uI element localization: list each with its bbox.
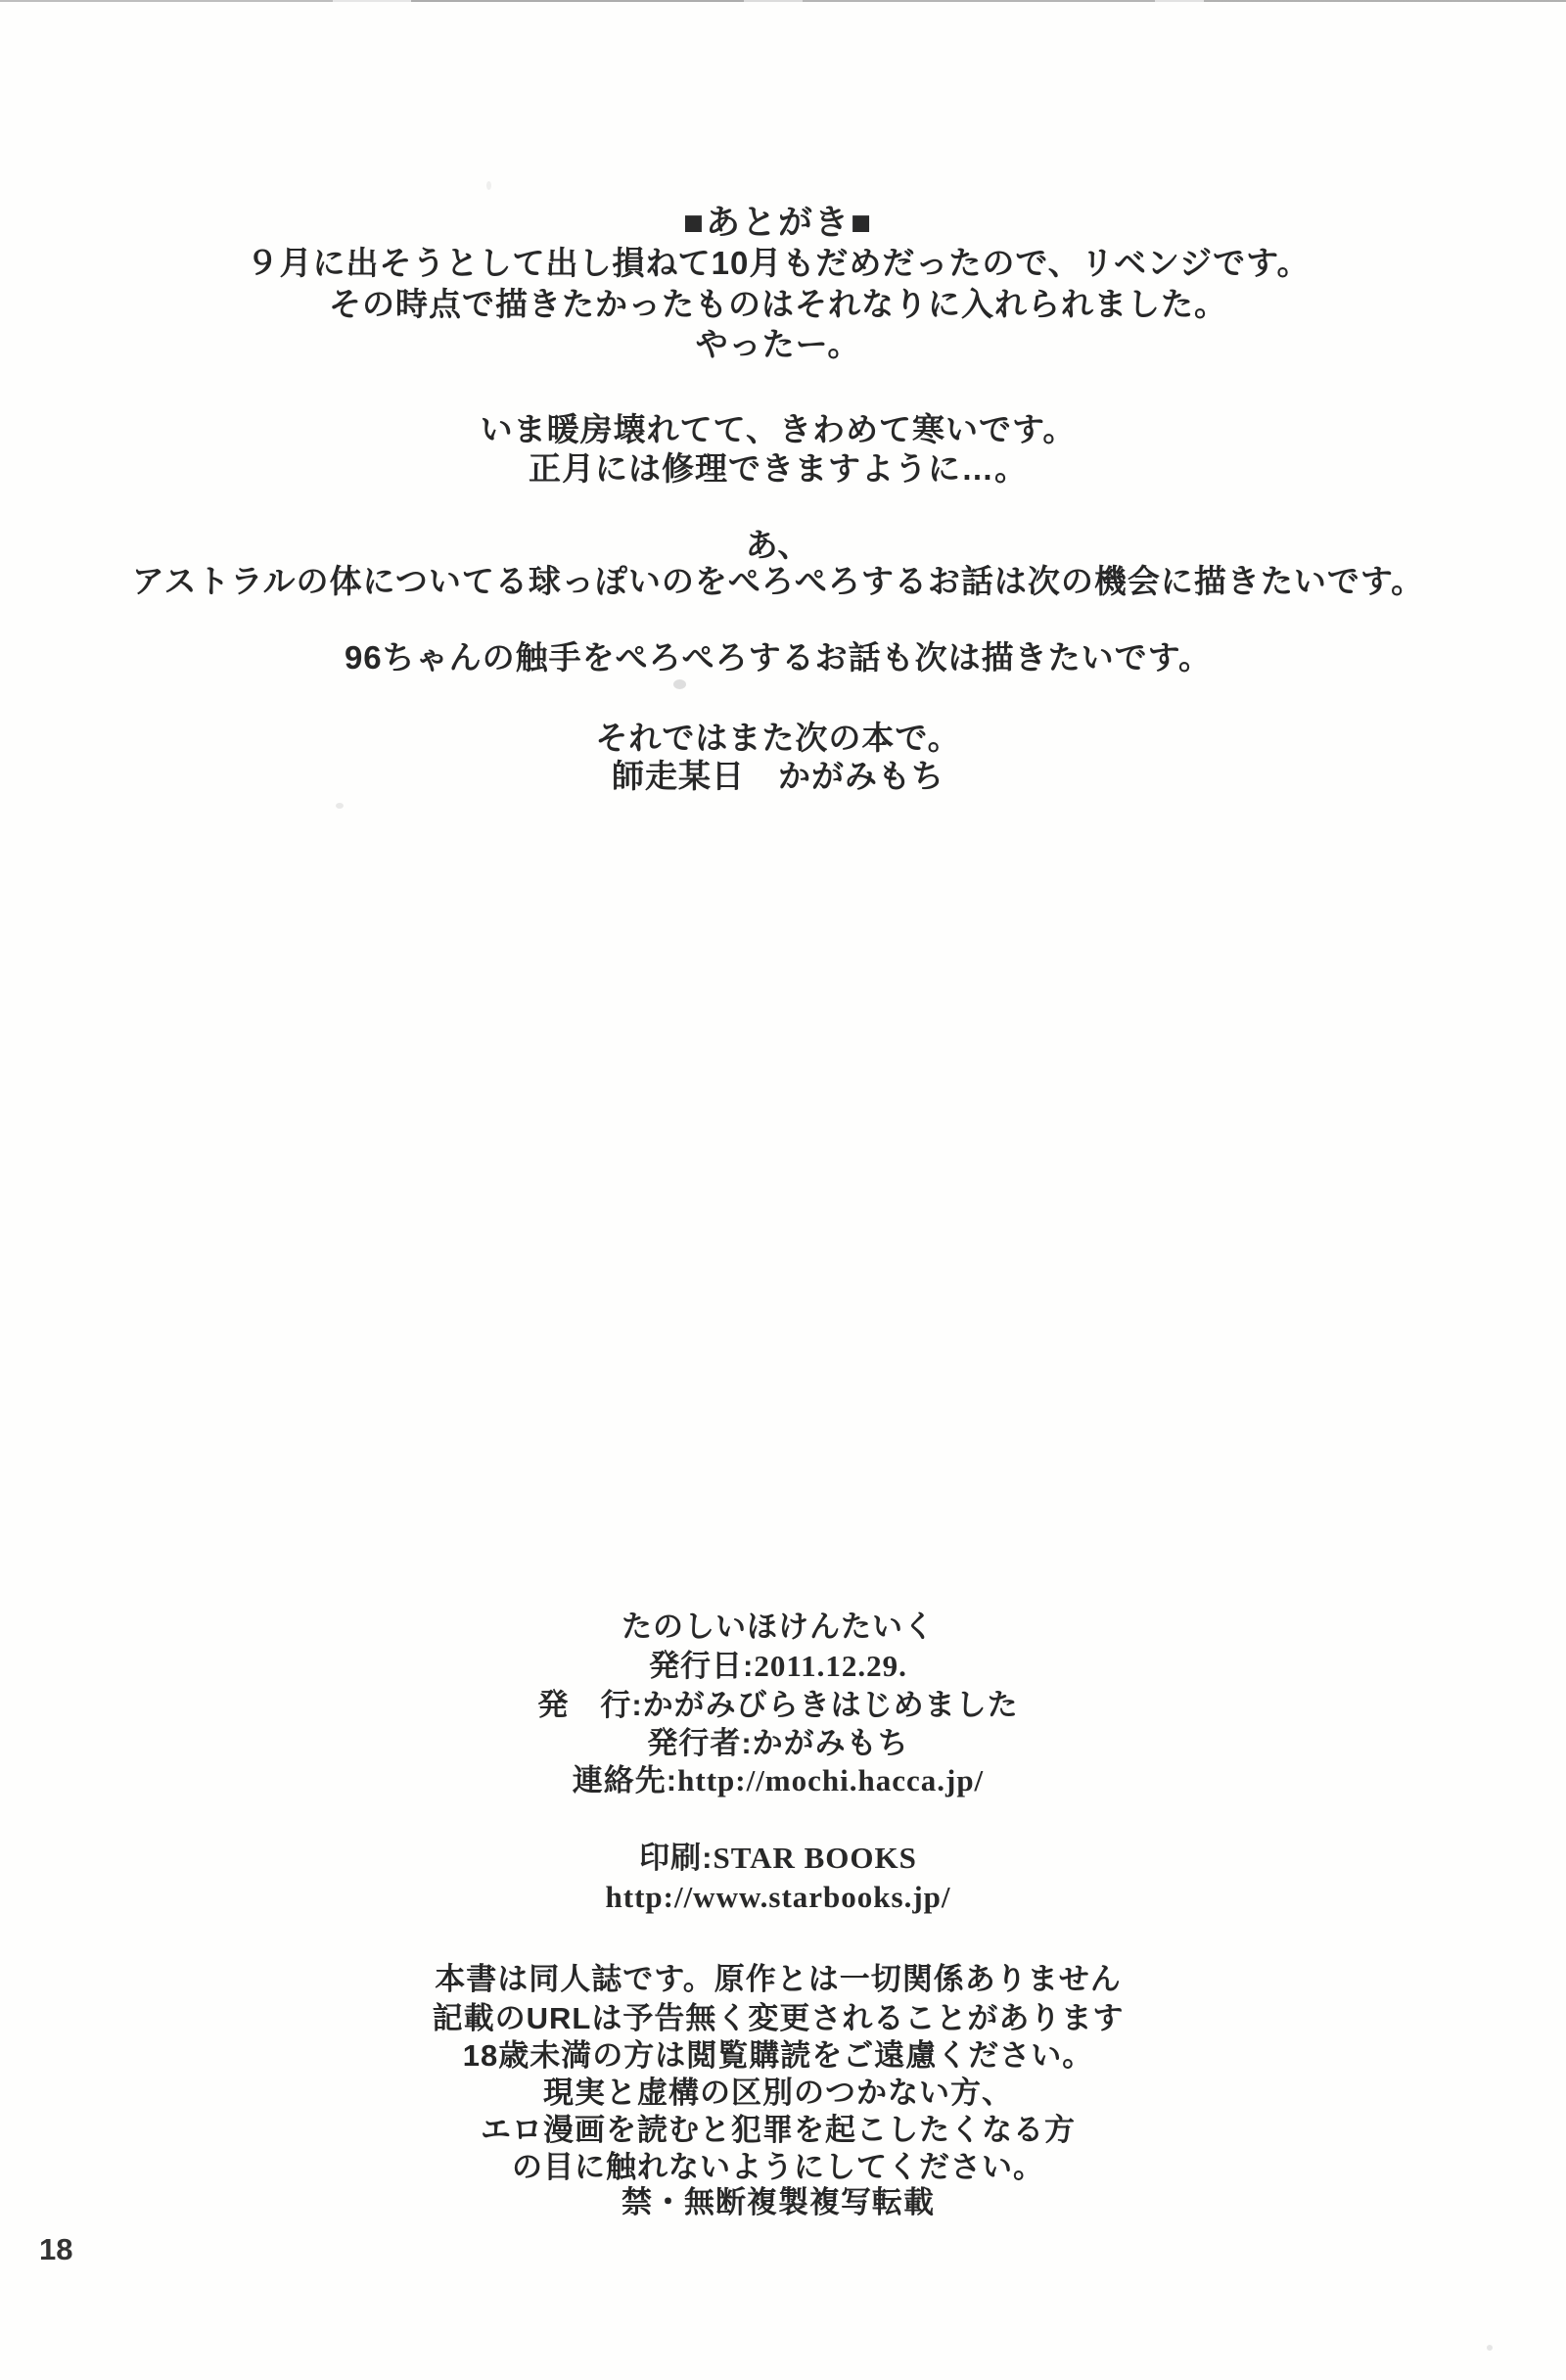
author-line: 発行者:かがみもち [647,1726,909,1760]
book-title: たのしいほけんたいく [622,1610,935,1644]
disclaimer-line: の目に触れないようにしてください。 [512,2150,1044,2184]
scan-speckle [673,679,686,689]
disclaimer-line: 本書は同人誌です。原作とは一切関係ありません [435,1962,1122,1996]
afterword-line: あ、 [745,527,811,563]
afterword-line: やったー。 [695,326,861,362]
afterword-line: その時点で描きたかったものはそれなりに入れられました。 [329,286,1227,322]
contact-label: 連絡先: [572,1763,678,1797]
copyright-notice: 禁・無断複製複写転載 [622,2185,935,2219]
page-number: 18 [39,2232,73,2266]
printer-label: 印刷: [639,1841,714,1875]
publish-date-line [0,1651,1556,1681]
afterword-line: いま暖房壊れてて、きわめて寒いです。 [480,411,1077,447]
afterword-closing-line: それではまた次の本で。 [595,720,961,756]
disclaimer-line: 18歳未満の方は閲覧購読をご遠慮ください。 [462,2038,1094,2073]
disclaimer-line: 記載のURLは予告無く変更されることがあります [432,2001,1125,2035]
printer-url: http://www.starbooks.jp/ [605,1880,951,1914]
scanner-edge-artifact [0,0,1566,2]
afterword-line: 96ちゃんの触手をぺろぺろするお話も次は描きたいです。 [344,639,1213,676]
publish-date-value: 2011.12.29. [754,1649,907,1683]
afterword-line: 正月には修理できますように…。 [529,450,1028,487]
afterword-line: アストラルの体についてる球っぽいのをぺろぺろするお話は次の機会に描きたいです。 [131,563,1425,599]
printer-line [0,1843,1556,1873]
disclaimer-line: エロ漫画を読むと犯罪を起こしたくなる方 [481,2113,1076,2147]
printer-name: STAR BOOKS [713,1841,917,1875]
afterword-signature: 師走某日 かがみもち [612,758,944,794]
afterword-line: ９月に出そうとして出し損ねて10月もだめだったので、リベンジです。 [246,245,1311,281]
publisher-line: 発 行:かがみびらきはじめました [537,1688,1019,1722]
afterword-title: ■あとがき■ [682,204,874,242]
scan-speckle [1487,2345,1493,2351]
scan-speckle [486,181,491,190]
contact-line [0,1765,1556,1796]
contact-url: http://mochi.hacca.jp/ [677,1763,985,1797]
publish-date-label: 発行日: [649,1649,755,1683]
disclaimer-line: 現実と虚構の区別のつかない方、 [543,2076,1013,2110]
scan-speckle [336,803,344,809]
